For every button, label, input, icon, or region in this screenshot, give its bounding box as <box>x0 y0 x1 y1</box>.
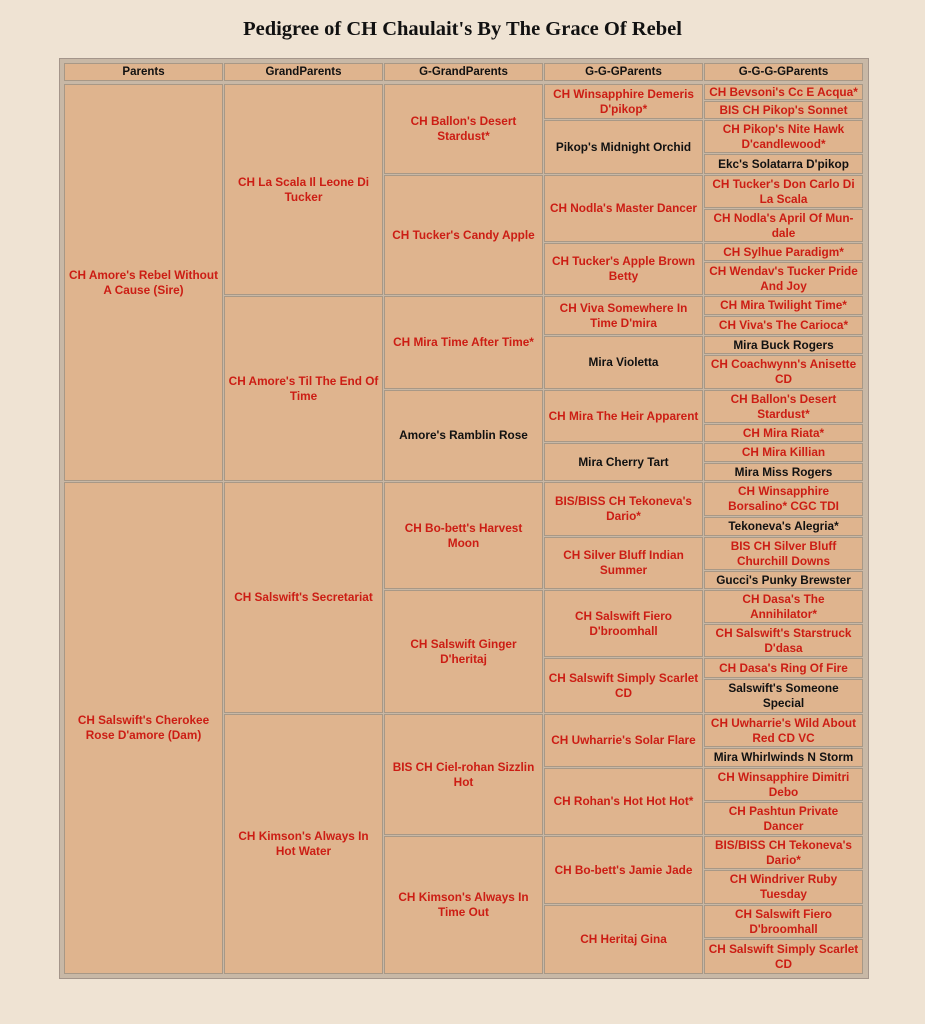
ggg-parent-cell <box>544 296 703 335</box>
gggg-parent-cell-label: CH Sylhue Paradigm* <box>723 244 844 259</box>
gggg-parent-cell-label: CH Salswift Fiero D'broomhall <box>734 906 832 936</box>
g-grandparent-cell-label: BIS CH Ciel-rohan Sizzlin Hot <box>392 759 535 789</box>
pedigree-table <box>59 58 869 979</box>
column-header-label: GrandParents <box>265 65 342 78</box>
ggg-parent-cell-label: CH Nodla's Master Dancer <box>549 201 698 215</box>
gggg-parent-cell <box>704 836 863 869</box>
column-header <box>704 63 863 81</box>
ggg-parent-cell-label: Mira Violetta <box>588 355 659 369</box>
ggg-parent-cell <box>544 590 703 657</box>
gggg-parent-cell-label: CH Wendav's Tucker Pride And Joy <box>709 263 858 293</box>
ggg-parent-cell <box>544 836 703 904</box>
ggg-parent-cell <box>544 84 703 119</box>
column-header-label: G-G-GParents <box>585 65 662 78</box>
gggg-parent-cell-label: CH Bevsoni's Cc E Acqua* <box>709 84 858 99</box>
grandparent-cell <box>224 84 383 295</box>
gggg-parent-cell-label: CH Mira Twilight Time* <box>720 298 847 312</box>
ggg-parent-cell <box>544 120 703 174</box>
gggg-parent-cell <box>704 84 863 100</box>
gggg-parent-cell-label: Ekc's Solatarra D'pikop <box>718 156 849 171</box>
gggg-parent-cell <box>704 424 863 442</box>
ggg-parent-cell <box>544 905 703 974</box>
grandparent-cell-label: CH Amore's Til The End Of Time <box>228 373 379 403</box>
gggg-parent-cell <box>704 262 863 295</box>
gggg-parent-cell <box>704 748 863 767</box>
gggg-parent-cell <box>704 517 863 536</box>
ggg-parent-cell-label: CH Salswift Fiero D'broomhall <box>574 608 672 638</box>
parent-cell <box>64 482 223 974</box>
gggg-parent-cell-label: Tekoneva's Alegria* <box>728 519 839 533</box>
gggg-parent-cell <box>704 768 863 801</box>
g-grandparent-cell-label: CH Salswift Ginger D'heritaj <box>410 636 517 666</box>
gggg-parent-cell <box>704 905 863 938</box>
g-grandparent-cell <box>384 714 543 835</box>
ggg-parent-cell <box>544 243 703 295</box>
g-grandparent-cell <box>384 836 543 974</box>
ggg-parent-cell-label: BIS/BISS CH Tekoneva's Dario* <box>555 494 692 523</box>
g-grandparent-cell-label: CH Ballon's Desert Stardust* <box>410 114 517 143</box>
gggg-parent-cell-label: Mira Whirlwinds N Storm <box>713 750 854 764</box>
gggg-parent-cell-label: CH Nodla's April Of Mun-dale <box>713 210 854 240</box>
gggg-parent-cell-label: CH Dasa's The Annihilator* <box>742 591 825 621</box>
ggg-parent-cell <box>544 390 703 442</box>
gggg-parent-cell <box>704 296 863 315</box>
column-header-label: Parents <box>122 65 165 78</box>
gggg-parent-cell-label: CH Windriver Ruby Tuesday <box>729 872 838 901</box>
grandparent-cell <box>224 714 383 974</box>
ggg-parent-cell <box>544 768 703 835</box>
gggg-parent-cell <box>704 679 863 713</box>
gggg-parent-cell <box>704 316 863 335</box>
gggg-parent-cell <box>704 209 863 242</box>
g-grandparent-cell-label: CH Bo-bett's Harvest Moon <box>404 520 523 550</box>
gggg-parent-cell <box>704 571 863 589</box>
ggg-parent-cell-label: Pikop's Midnight Orchid <box>555 139 692 154</box>
page-title: Pedigree of CH Chaulait's By The Grace Of Rebel <box>243 18 682 40</box>
gggg-parent-cell <box>704 175 863 208</box>
gggg-parent-cell-label: CH Ballon's Desert Stardust* <box>730 391 837 421</box>
gggg-parent-cell-label: BIS/BISS CH Tekoneva's Dario* <box>715 837 852 867</box>
parent-cell-label: CH Salswift's Cherokee Rose D'amore (Dam) <box>77 713 210 742</box>
grandparent-cell <box>224 296 383 481</box>
ggg-parent-cell-label: CH Uwharrie's Solar Flare <box>551 733 696 747</box>
gggg-parent-cell <box>704 443 863 462</box>
gggg-parent-cell <box>704 243 863 261</box>
ggg-parent-cell-label: CH Winsapphire Demeris D'pikop* <box>553 86 694 116</box>
ggg-parent-cell <box>544 537 703 589</box>
gggg-parent-cell-label: Salswift's Someone Special <box>728 681 839 710</box>
grandparent-cell <box>224 482 383 713</box>
ggg-parent-cell-label: CH Mira The Heir Apparent <box>548 408 699 423</box>
gggg-parent-cell <box>704 714 863 747</box>
grandparent-cell-label: CH Salswift's Secretariat <box>234 590 373 604</box>
gggg-parent-cell <box>704 482 863 516</box>
gggg-parent-cell-label: CH Dasa's Ring Of Fire <box>719 660 848 675</box>
gggg-parent-cell-label: CH Winsapphire Borsalino* CGC TDI <box>728 484 839 513</box>
gggg-parent-cell <box>704 590 863 623</box>
gggg-parent-cell-label: CH Mira Riata* <box>742 425 825 440</box>
gggg-parent-cell-label: CH Salswift's Starstruck D'dasa <box>715 625 852 655</box>
gggg-parent-cell-label: CH Uwharrie's Wild About Red CD VC <box>710 715 857 745</box>
gggg-parent-cell-label: Gucci's Punky Brewster <box>716 572 851 587</box>
gggg-parent-cell-label: CH Winsapphire Dimitri Debo <box>717 769 850 799</box>
g-grandparent-cell-label: CH Kimson's Always In Time Out <box>398 890 529 919</box>
gggg-parent-cell-label: BIS CH Pikop's Sonnet <box>719 102 848 117</box>
g-grandparent-cell-label: Amore's Ramblin Rose <box>399 428 528 442</box>
gggg-parent-cell <box>704 802 863 835</box>
gggg-parent-cell-label: CH Pikop's Nite Hawk D'candlewood* <box>722 121 845 151</box>
g-grandparent-cell <box>384 296 543 389</box>
column-header-label: G-GrandParents <box>419 65 508 78</box>
gggg-parent-cell-label: CH Tucker's Don Carlo Di La Scala <box>712 176 855 206</box>
g-grandparent-cell-label: CH Tucker's Candy Apple <box>392 227 535 242</box>
gggg-parent-cell-label: Mira Buck Rogers <box>733 337 834 352</box>
ggg-parent-cell-label: CH Viva Somewhere In Time D'mira <box>559 300 688 330</box>
gggg-parent-cell-label: CH Viva's The Carioca* <box>718 318 849 332</box>
gggg-parent-cell <box>704 939 863 974</box>
g-grandparent-cell <box>384 482 543 589</box>
gggg-parent-cell-label: Mira Miss Rogers <box>734 464 833 479</box>
parent-cell-label: CH Amore's Rebel Without A Cause (Sire) <box>68 267 219 297</box>
gggg-parent-cell-label: BIS CH Silver Bluff Churchill Downs <box>730 538 837 568</box>
ggg-parent-cell-label: CH Silver Bluff Indian Summer <box>563 548 684 577</box>
ggg-parent-cell <box>544 443 703 481</box>
g-grandparent-cell <box>384 390 543 481</box>
gggg-parent-cell-label: CH Pashtun Private Dancer <box>728 803 839 833</box>
column-header <box>544 63 703 81</box>
g-grandparent-cell <box>384 175 543 295</box>
gggg-parent-cell <box>704 870 863 904</box>
gggg-parent-cell <box>704 355 863 389</box>
gggg-parent-cell <box>704 101 863 119</box>
gggg-parent-cell-label: CH Coachwynn's Anisette CD <box>710 357 857 386</box>
ggg-parent-cell <box>544 336 703 389</box>
ggg-parent-cell-label: CH Heritaj Gina <box>580 932 667 946</box>
ggg-parent-cell-label: CH Salswift Simply Scarlet CD <box>548 670 699 700</box>
gggg-parent-cell <box>704 537 863 570</box>
ggg-parent-cell-label: CH Bo-bett's Jamie Jade <box>554 862 693 877</box>
ggg-parent-cell-label: Mira Cherry Tart <box>578 454 669 469</box>
ggg-parent-cell <box>544 482 703 536</box>
gggg-parent-cell-label: CH Salswift Simply Scarlet CD <box>708 941 859 971</box>
column-header <box>224 63 383 81</box>
column-header-label: G-G-G-GParents <box>738 65 829 78</box>
gggg-parent-cell <box>704 120 863 153</box>
gggg-parent-cell-label: CH Mira Killian <box>741 445 826 459</box>
g-grandparent-cell-label: CH Mira Time After Time* <box>393 335 534 349</box>
ggg-parent-cell <box>544 714 703 767</box>
parent-cell <box>64 84 223 481</box>
gggg-parent-cell <box>704 463 863 481</box>
g-grandparent-cell <box>384 590 543 713</box>
gggg-parent-cell <box>704 336 863 354</box>
gggg-parent-cell <box>704 154 863 174</box>
grandparent-cell-label: CH Kimson's Always In Hot Water <box>238 829 369 858</box>
ggg-parent-cell <box>544 658 703 713</box>
column-header <box>64 63 223 81</box>
gggg-parent-cell <box>704 390 863 423</box>
grandparent-cell-label: CH La Scala Il Leone Di Tucker <box>237 174 370 204</box>
column-header <box>384 63 543 81</box>
ggg-parent-cell <box>544 175 703 242</box>
gggg-parent-cell <box>704 624 863 657</box>
gggg-parent-cell <box>704 658 863 678</box>
g-grandparent-cell <box>384 84 543 174</box>
ggg-parent-cell-label: CH Rohan's Hot Hot Hot* <box>553 794 694 808</box>
ggg-parent-cell-label: CH Tucker's Apple Brown Betty <box>551 254 696 283</box>
